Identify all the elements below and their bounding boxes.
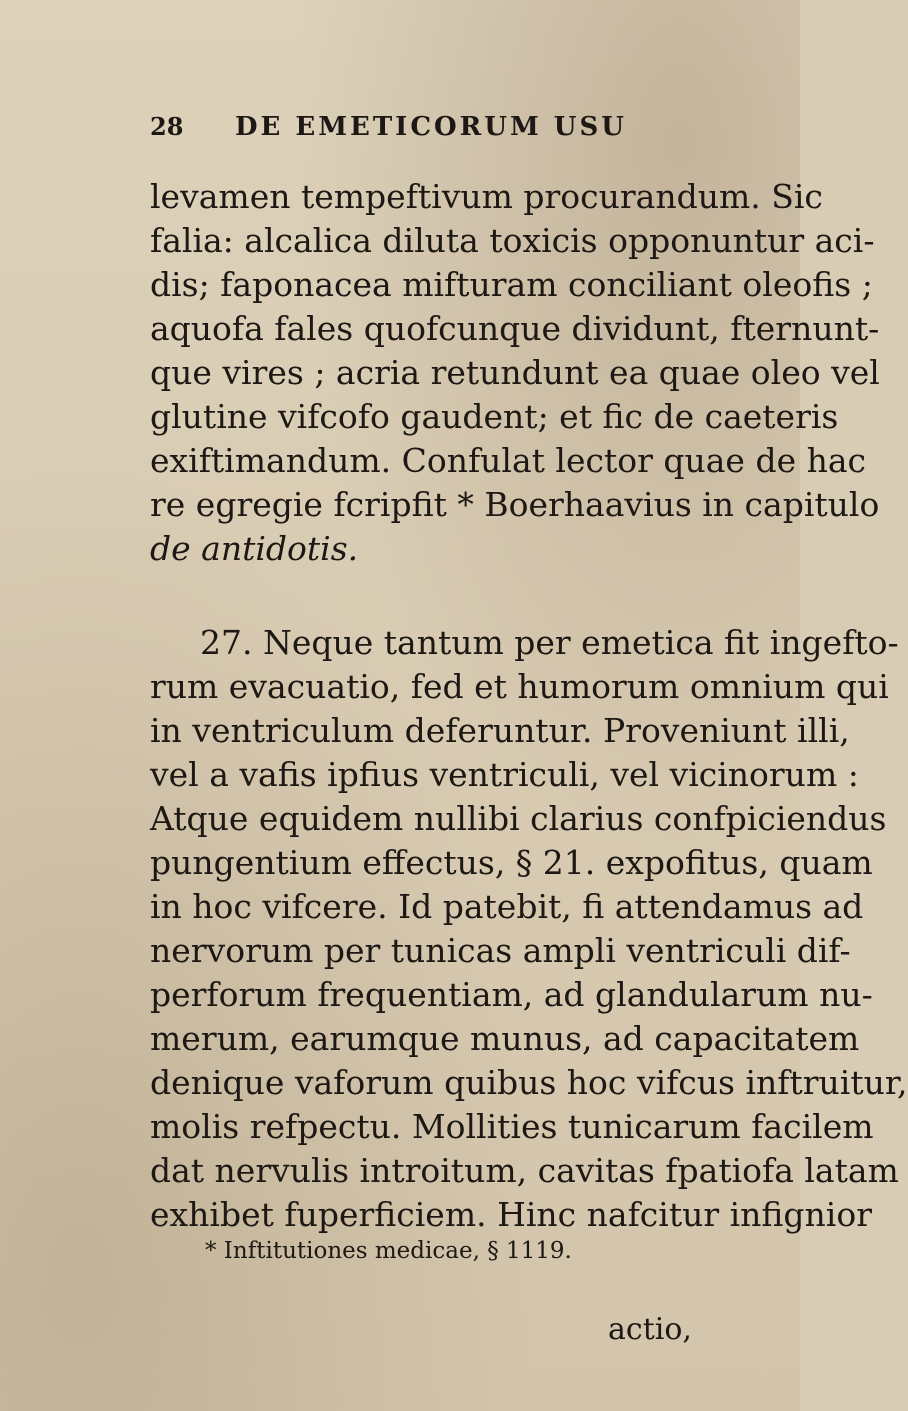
text-line: pungentium effectus, § 21. expofitus, quam	[150, 843, 873, 882]
text-line: in ventriculum deferuntur. Proveniunt illi,	[150, 711, 850, 750]
footnote: * Inftitutiones medicae, § 1119.	[205, 1238, 572, 1264]
text-line: denique vaforum quibus hoc vifcus inftruitur,	[150, 1063, 908, 1102]
text-line: vel a vafis ipfius ventriculi, vel vicinorum :	[150, 755, 859, 794]
text-line: glutine vifcofo gaudent; et fic de caeteris	[150, 397, 839, 436]
text-line: nervorum per tunicas ampli ventriculi dif-	[150, 931, 851, 970]
text-line: re egregie fcripfit * Boerhaavius in capitulo	[150, 485, 880, 524]
text-line: Atque equidem nullibi clarius confpiciendus	[150, 799, 887, 838]
text-line: falia: alcalica diluta toxicis opponuntur aci-	[150, 221, 875, 260]
text-line: merum, earumque munus, ad capacitatem	[150, 1019, 860, 1058]
text-line: exiftimandum. Confulat lector quae de hac	[150, 441, 866, 480]
text-line: dat nervulis introitum, cavitas fpatiofa latam	[150, 1151, 899, 1190]
text-line: aquofa fales quofcunque dividunt, fternunt-	[150, 309, 880, 348]
text-line: perforum frequentiam, ad glandularum nu-	[150, 975, 873, 1014]
catchword: actio,	[608, 1312, 692, 1347]
text-line: rum evacuatio, fed et humorum omnium qui	[150, 667, 889, 706]
paragraph-start-line: 27. Neque tantum per emetica fit ingefto-	[200, 623, 899, 662]
text-line: in hoc vifcere. Id patebit, fi attendamus ad	[150, 887, 864, 926]
text-line: levamen tempeftivum procurandum. Sic	[150, 177, 823, 216]
text-line: molis refpectu. Mollities tunicarum facilem	[150, 1107, 874, 1146]
running-head	[150, 112, 710, 152]
running-title: DE EMETICORUM USU	[235, 112, 627, 142]
text-line: que vires ; acria retundunt ea quae oleo vel	[150, 353, 880, 392]
text-line-italic: de antidotis.	[150, 529, 359, 568]
text-line: exhibet fuperficiem. Hinc nafcitur infignior	[150, 1195, 873, 1234]
text-line: dis; faponacea mifturam conciliant oleofis ;	[150, 265, 873, 304]
page-number: 28	[150, 112, 184, 141]
